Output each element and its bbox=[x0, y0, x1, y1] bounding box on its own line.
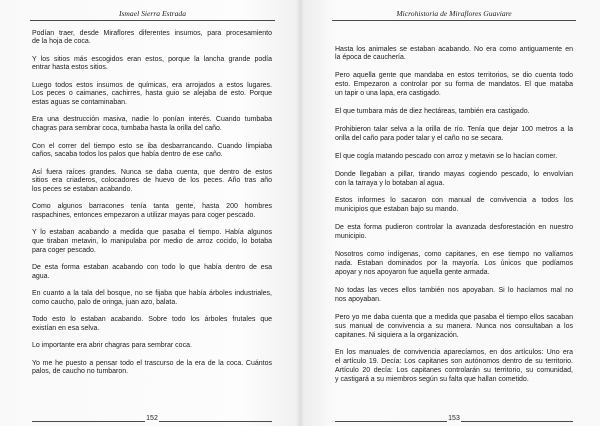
text-line: estas aguas se contaminaban. bbox=[32, 99, 127, 107]
text-line: El que tumbara más de diez hectáreas, también era castigado. bbox=[335, 108, 530, 116]
paragraph bbox=[335, 126, 573, 144]
text-line: Nosotros como indígenas, como capitanes, en ese tiempo no valíamos bbox=[335, 251, 573, 259]
text-line: palos, de caucho no tumbaron. bbox=[32, 368, 129, 376]
page-body bbox=[32, 30, 272, 386]
text-line: Hasta los animales se estaban acabando. No era como antiguamente en bbox=[335, 45, 573, 53]
paragraph bbox=[32, 169, 272, 195]
text-line: nada. Estaban dominados por la mayoría. Los únicos que podíamos bbox=[335, 260, 573, 267]
page-footer bbox=[32, 412, 272, 423]
text-line: entrar hasta estos sitios. bbox=[32, 64, 108, 72]
paragraph bbox=[32, 229, 272, 255]
text-line: De esta forma estaban acabando con todo lo que había dentro de esa bbox=[32, 264, 272, 272]
text-line: Prohibieron talar selva a la orilla de río. Tenía que dejar 100 metros a la bbox=[335, 125, 573, 133]
text-line: Y lo estaban acabando a medida que pasaba el tiempo. Había algunos bbox=[32, 229, 272, 237]
paragraph bbox=[335, 108, 573, 117]
text-line: apoyar y nos apoyaron fue aquella gente armada. bbox=[335, 268, 490, 276]
text-line: Artículo 20 decía: Los capitanes controlarán su territorio, su comunidad, bbox=[335, 367, 573, 375]
text-line: sitios era criaderos, colocadores de huevo de los peces. Año tras año bbox=[32, 177, 272, 185]
text-line: Y los sitios más escogidos eran estos, porque la lancha grande podía bbox=[32, 55, 272, 63]
footer-rule bbox=[32, 421, 145, 422]
text-line: Lo importante era abrir chagras para sembrar coca. bbox=[32, 342, 192, 350]
text-line: Todo esto lo estaban acabando. Sobre todo los árboles frutales que bbox=[32, 316, 272, 324]
paragraph bbox=[32, 203, 272, 220]
paragraph bbox=[32, 116, 272, 133]
text-line: Donde llegaban a pillar, tirando mayas cogiendo pescado, lo envolvían bbox=[335, 170, 573, 178]
paragraph bbox=[32, 342, 272, 351]
text-line: Era una destrucción masiva, nadie lo ponían interés. Cuando tumbaba bbox=[32, 116, 272, 124]
page-footer bbox=[335, 412, 573, 423]
text-line: Con el correr del tiempo esto se iba desbarrancando. Cuando limpiaba bbox=[32, 142, 272, 150]
text-line: Pero aquella gente que mandaba en estos territorios, se dio cuenta todo bbox=[335, 72, 573, 80]
text-line: Yo me he puesto a pensar todo el trascurso de la era de la coca. Cuántos bbox=[32, 359, 272, 367]
text-line: municipio. bbox=[335, 233, 367, 241]
text-line: capitanes. Ni siquiera a la organización. bbox=[335, 331, 459, 339]
paragraph bbox=[335, 314, 573, 341]
text-line: los peces se estaban acabando. bbox=[32, 185, 133, 193]
paragraph bbox=[335, 197, 573, 215]
text-line: Podían traer, desde Miraflores diferentes insumos, para procesamiento bbox=[32, 29, 272, 37]
text-line: que tiraban metavin, lo manipulaba por medio de arroz cocido, lo botaba bbox=[32, 238, 272, 246]
text-line: Los peces o caimanes, cachirres, hasta guio se alejaba de esto. Porque bbox=[32, 90, 272, 98]
paragraph bbox=[32, 360, 272, 377]
paragraph bbox=[32, 82, 272, 108]
paragraph bbox=[335, 224, 573, 242]
paragraph bbox=[335, 287, 573, 305]
paragraph bbox=[335, 72, 573, 99]
text-line: sus manual de convivencia a su manera. Nunca nos consultaban a los bbox=[335, 322, 573, 330]
text-line: El que cogía matando pescado con arroz y metavin se lo hacían comer. bbox=[335, 152, 558, 160]
paragraph bbox=[32, 264, 272, 281]
text-line: En los manuales de convivencia aparecíamos, en dos artículos: Uno era bbox=[335, 349, 573, 357]
text-line: orilla del caño para poder talar y el caño no se secara. bbox=[335, 134, 504, 142]
footer-rule bbox=[335, 421, 447, 422]
page-body bbox=[335, 46, 573, 395]
text-line: Luego todos estos insumos de químicas, era arrojados a estos lugares. bbox=[32, 81, 272, 89]
paragraph bbox=[32, 316, 272, 333]
text-line: y castigará a su miembros según su falta que hallan cometido. bbox=[335, 376, 529, 384]
running-head: Ismael Sierra Estrada bbox=[30, 8, 275, 21]
text-line: De esta forma pudieron controlar la avanzada desforestación en nuestro bbox=[335, 224, 573, 232]
text-line: raspachines, entonces empezaron a utilizar mayas para coger pescado. bbox=[32, 212, 256, 220]
text-line: municipios que estaban bajo su mando. bbox=[335, 206, 459, 214]
page-number: 152 bbox=[146, 415, 158, 422]
text-line: caños, sacaba todos los palos que había dentro de ese caño. bbox=[32, 151, 223, 159]
text-line: un tapir o una lapa, era castigado. bbox=[335, 90, 441, 98]
text-line: para coger pescado. bbox=[32, 246, 96, 254]
paragraph bbox=[32, 290, 272, 307]
text-line: agua. bbox=[32, 272, 50, 280]
text-line: Pero yo me daba cuenta que a medida que pasaba el tiempo ellos sacaban bbox=[335, 313, 573, 321]
text-line: existían en esa selva. bbox=[32, 324, 100, 332]
paragraph bbox=[32, 56, 272, 73]
text-line: chagras para sembrar coca, tumbaba hasta la orilla del caño. bbox=[32, 125, 222, 133]
text-line: el artículo 19. Decía: Los capitanes son autónomos dentro de su territorio. bbox=[335, 358, 573, 366]
paragraph bbox=[335, 349, 573, 385]
text-line: esto. Empezaron a controlar por su forma de mandatos. El que mataba bbox=[335, 81, 573, 89]
text-line: de la hoja de coca. bbox=[32, 38, 91, 46]
paragraph bbox=[335, 251, 573, 278]
text-line: Así fuera raíces grandes. Nunca se daba cuenta, que dentro de estos bbox=[32, 168, 272, 176]
right-page bbox=[300, 0, 600, 426]
page-number: 153 bbox=[448, 415, 460, 422]
footer-rule bbox=[461, 421, 573, 422]
paragraph bbox=[335, 153, 573, 162]
paragraph bbox=[335, 171, 573, 189]
text-line: No todas las veces ellos también nos apoyaban. Si lo hacíamos mal no bbox=[335, 286, 573, 294]
text-line: En cuanto a la tala del bosque, no se fijaba que había árboles industriales, bbox=[32, 290, 272, 298]
paragraph bbox=[32, 30, 272, 47]
text-line: nos apoyaban. bbox=[335, 295, 381, 303]
paragraph bbox=[32, 143, 272, 160]
text-line: Estos informes lo sacaron con manual de convivencia a todos los bbox=[335, 197, 573, 205]
text-line: Como algunos barracones tenía tanta gente, hasta 200 hombres bbox=[32, 203, 272, 211]
text-line: la época de cauchería. bbox=[335, 54, 406, 62]
book-gutter bbox=[296, 0, 304, 426]
paragraph bbox=[335, 46, 573, 64]
footer-rule bbox=[159, 421, 272, 422]
text-line: como caucho, palo de oringa, juan azo, balata. bbox=[32, 298, 178, 306]
text-line: con la tarraya y lo botaban al agua. bbox=[335, 179, 445, 187]
running-head: Microhistoria de Miraflores Guaviare bbox=[332, 8, 576, 21]
